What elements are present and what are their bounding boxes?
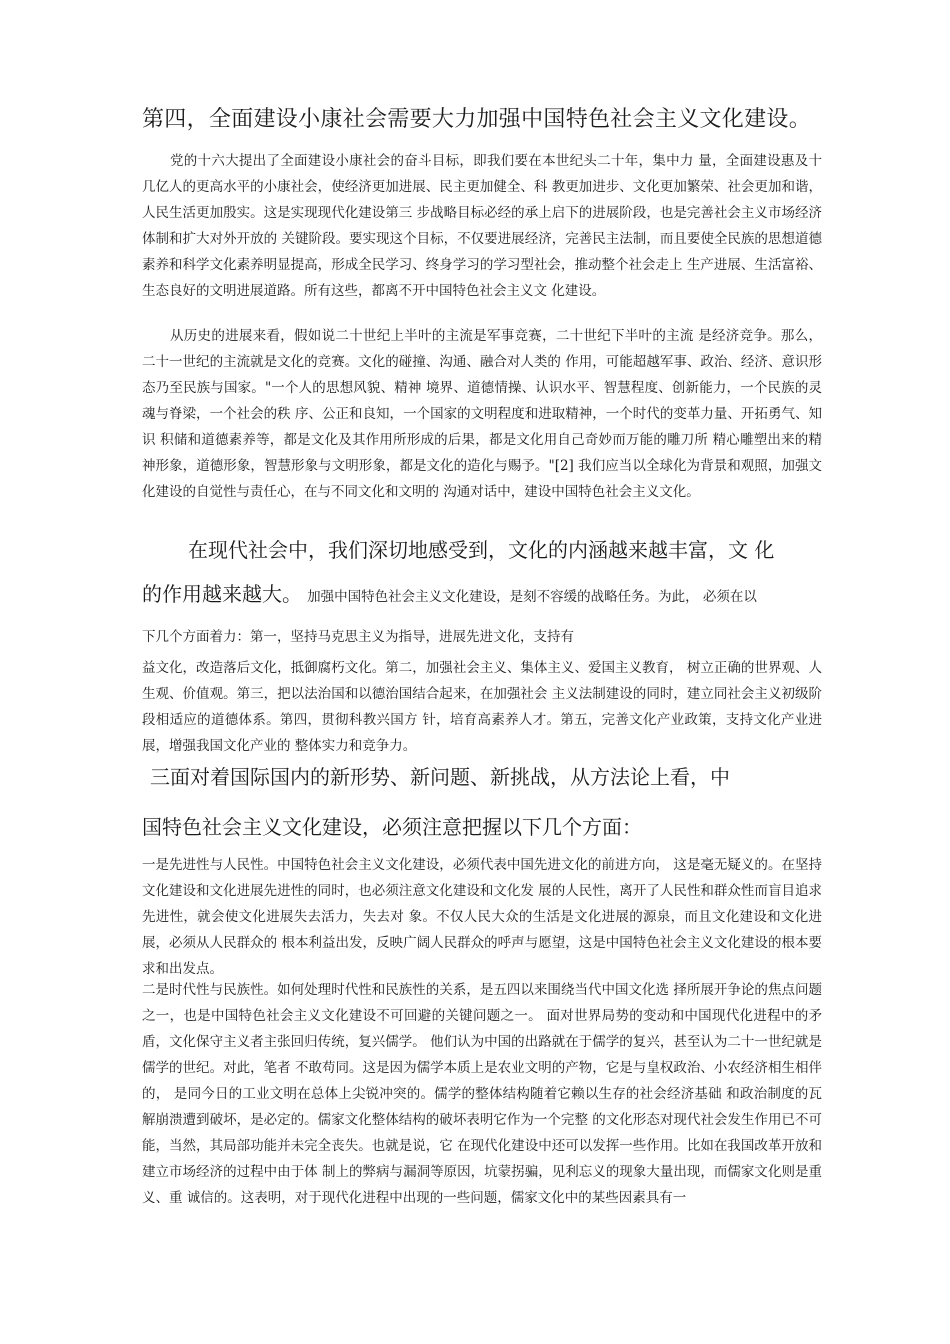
paragraph-era-nation: 二是时代性与民族性。如何处理时代性和民族性的关系，是五四以来围绕当代中国文化选 择所展开争论的焦点问题之一，也是中国特色社会主义文化建设不可回避的关键问题之一。 面对世界局势的变动和中国现代化进程中的矛盾，文化保守主义者主张回归传统，复兴儒学。 他们认为中国的出路就在于儒学的复兴，甚至认为二十一世纪就是儒学的世纪。对此，笔者 不敢苟同。这是因为儒学本质上是农业文明的产物，它是与皇权政治、小农经济相生相伴的， 是同今日的工业文明在总体上尖锐冲突的。儒学的整体结构随着它赖以生存的社会经济基础 和政治制度的瓦解崩溃遭到破坏，是必定的。儒家文化整体结构的破坏表明它作为一个完整 的文化形态对现代社会发生作用已不可能，当然，其局部功能并未完全丧失。也就是说，它 在现代化建设中还可以发挥一些作用。比如在我国改革开放和建立市场经济的过程中由于体 制上的弊病与漏洞等原因，坑蒙拐骗，见利忘义的现象大量出现，而儒家文化则是重义、重 诚信的。这表明，对于现代化进程中出现的一些问题，儒家文化中的某些因素具有一 [142, 982, 822, 1206]
paragraph-advanced-popular: 一是先进性与人民性。中国特色社会主义文化建设，必须代表中国先进文化的前进方向， 这是毫无疑义的。在坚持文化建设和文化进展先进性的同时，也必须注意文化建设和文化发 展的人民性，离开了人民性和群众性而盲目追求先进性，就会使文化进展失去活力，失去对 象。不仅人民大众的生活是文化进展的源泉，而且文化建设和文化进展，必须从人民群众的 根本利益出发，反映广阔人民群众的呼声与愿望，这是中国特色社会主义文化建设的根本要 求和出发点。 [142, 857, 822, 977]
large-text-line-3: 三面对着国际国内的新形势、新问题、新挑战，从方法论上看，中 [150, 765, 730, 789]
paragraph-xiaokang-goal: 党的十六大提出了全面建设小康社会的奋斗目标，即我们要在本世纪头二十年，集中力 量，全面建设惠及十几亿人的更高水平的小康社会，使经济更加进展、民主更加健全、科 教更加进步、文化更加繁荣、社会更加和谐，人民生活更加殷实。这是实现现代化建设第三 步战略目标必经的承上启下的进展阶段，也是完善社会主义市场经济体制和扩大对外开放的 关键阶段。要实现这个目标，不仅要进展经济，完善民主法制，而且要使全民族的思想道德 素养和科学文化素养明显提高，形成全民学习、终身学习的学习型社会，推动整个社会走上 生产进展、生活富裕、生态良好的文明进展道路。所有这些，都离不开中国特色社会主义文 化建设。 [142, 153, 822, 299]
small-text-inline: 加强中国特色社会主义文化建设，是刻不容缓的战略任务。为此， 必须在以 [307, 589, 757, 605]
large-text-line-1: 在现代社会中，我们深切地感受到，文化的内涵越来越丰富，文 化 [188, 538, 775, 562]
paragraph-measures-line: 下几个方面着力：第一，坚持马克思主义为指导，进展先进文化，支持有 [142, 629, 574, 645]
large-text-line-4: 国特色社会主义文化建设，必须注意把握以下几个方面： [142, 815, 642, 839]
mixed-size-line [142, 578, 832, 607]
paragraph-measures: 益文化，改造落后文化，抵御腐朽文化。第二，加强社会主义、集体主义、爱国主义教育， 树立正确的世界观、人生观、价值观。第三，把以法治国和以德治国结合起来，在加强社会 主义法制建设的同时，建立同社会主义初级阶段相适应的道德体系。第四，贯彻科教兴国方 针，培育高素养人才。第五，完善文化产业政策，支持文化产业进展，增强我国文化产业的 整体实力和竞争力。 [142, 660, 822, 754]
large-text-line-2: 的作用越来越大。 [142, 582, 302, 606]
section-heading: 第四，全面建设小康社会需要大力加强中国特色社会主义文化建设。 [142, 107, 812, 132]
paragraph-history-culture: 从历史的进展来看，假如说二十世纪上半叶的主流是军事竞赛，二十世纪下半叶的主流 是经济竞争。那么，二十一世纪的主流就是文化的竞赛。文化的碰撞、沟通、融合对人类的 作用，可能超越军事、政治、经济、意识形态乃至民族与国家。"一个人的思想风貌、精神 境界、道德情操、认识水平、智慧程度、创新能力，一个民族的灵魂与脊梁，一个社会的秩 序、公正和良知，一个国家的文明程度和进取精神，一个时代的变革力量、开拓勇气、知识 积储和道德素养等，都是文化及其作用所形成的后果，都是文化用自己奇妙而万能的雕刀所 精心雕塑出来的精神形象，道德形象，智慧形象与文明形象，都是文化的造化与赐予。"[2] 我们应当以全球化为背景和观照，加强文化建设的自觉性与责任心，在与不同文化和文明的 沟通对话中，建设中国特色社会主义文化。 [142, 328, 822, 500]
